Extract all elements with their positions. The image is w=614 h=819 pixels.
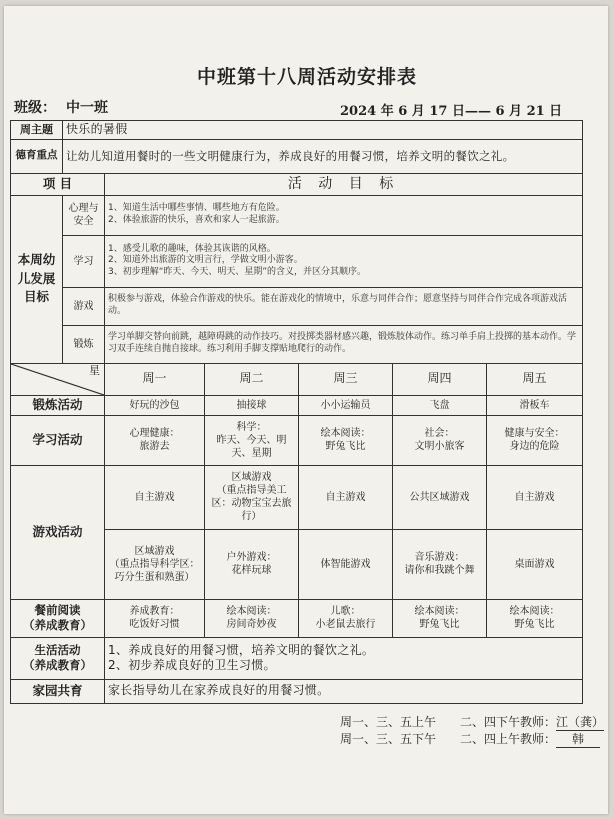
life-line: 2、初步养成良好的卫生习惯。 — [108, 658, 276, 673]
week-header-row — [11, 363, 583, 395]
schedule-cell: 音乐游戏： 请你和我跳个舞 — [393, 529, 487, 599]
schedule-cell: 户外游戏： 花样玩球 — [205, 529, 299, 599]
schedule-cell: 绘本阅读： 野兔飞比 — [487, 599, 583, 637]
schedule-cell: 自主游戏 — [105, 465, 205, 529]
dev-goals-label: 本周幼儿发展目标 — [11, 195, 63, 363]
schedule-cell: 小小运输员 — [299, 395, 393, 415]
exercise-row — [11, 395, 583, 415]
dev-area-label: 游戏 — [63, 287, 105, 325]
footer-line-2 — [340, 730, 600, 748]
reading-label: 餐前阅读 （养成教育） — [11, 599, 105, 637]
schedule-table — [10, 120, 583, 704]
goal-line: 2、体验旅游的快乐，喜欢和家人一起旅游。 — [108, 215, 285, 226]
moral-value: 让幼儿知道用餐时的一些文明健康行为，养成良好的用餐习惯，培养文明的餐饮之礼。 — [63, 139, 583, 173]
home-row — [11, 679, 583, 703]
goal-line: 积极参与游戏，体验合作游戏的快乐。能在游戏化的情境中，乐意与同伴合作；愿意坚持与同伴合作完成各项游戏活动。 — [108, 294, 568, 317]
life-label: 生活活动 （养成教育） — [11, 637, 105, 679]
moral-label: 德育重点 — [11, 139, 63, 173]
footer-schedule-2: 周一、三、五下午 二、四上午教师： — [340, 732, 557, 746]
life-row — [11, 637, 583, 679]
schedule-cell: 绘本阅读： 房间奇妙夜 — [205, 599, 299, 637]
schedule-cell: 心理健康： 旅游去 — [105, 415, 205, 465]
exercise-label: 锻炼活动 — [11, 395, 105, 415]
teacher-1: 江（龚） — [556, 715, 605, 729]
schedule-cell: 飞盘 — [393, 395, 487, 415]
corner-label: 星 — [89, 363, 100, 377]
schedule-cell: 桌面游戏 — [487, 529, 583, 599]
goal-header-row — [11, 173, 583, 195]
schedule-cell: 公共区域游戏 — [393, 465, 487, 529]
schedule-cell: 儿歌： 小老鼠去旅行 — [299, 599, 393, 637]
corner-cell — [11, 363, 105, 395]
dev-goal-lines — [105, 195, 583, 235]
day-header: 周二 — [205, 363, 299, 395]
schedule-cell: 绘本阅读： 野兔飞比 — [299, 415, 393, 465]
schedule-cell: 自主游戏 — [299, 465, 393, 529]
schedule-cell: 健康与安全： 身边的危险 — [487, 415, 583, 465]
study-row — [11, 415, 583, 465]
game-label: 游戏活动 — [11, 465, 105, 599]
day-header: 周一 — [105, 363, 205, 395]
dev-goal-row — [11, 195, 583, 235]
dev-goal-row — [11, 287, 583, 325]
day-header: 周四 — [393, 363, 487, 395]
home-value: 家长指导幼儿在家养成良好的用餐习惯。 — [105, 679, 583, 703]
day-header: 周三 — [299, 363, 393, 395]
moral-row — [11, 139, 583, 173]
footer-line-1 — [340, 713, 604, 731]
reading-row — [11, 599, 583, 637]
study-label: 学习活动 — [11, 415, 105, 465]
teacher-2: 韩 — [556, 730, 600, 748]
schedule-cell: 区域游戏 （重点指导美工区：动物宝宝去旅行） — [205, 465, 299, 529]
dev-goal-row — [11, 235, 583, 287]
goal-line: 3、初步理解“昨天、今天、明天、星期”的含义，并区分其顺序。 — [108, 266, 367, 277]
class-label: 班级： — [14, 100, 56, 116]
class-name: 中一班 — [66, 100, 108, 116]
schedule-cell: 滑板车 — [487, 395, 583, 415]
goal-line: 1、感受儿歌的趣味，体验其诙谐的风格。 — [108, 243, 276, 254]
dev-goal-lines — [105, 325, 583, 363]
goal-line: 1、知道生活中哪些事情、哪些地方有危险。 — [108, 203, 285, 214]
schedule-cell: 养成教育： 吃饭好习惯 — [105, 599, 205, 637]
schedule-cell: 区域游戏 （重点指导科学区：巧分生蛋和熟蛋） — [105, 529, 205, 599]
goal-header: 活 动 目 标 — [105, 173, 583, 195]
day-header: 周五 — [487, 363, 583, 395]
life-lines — [105, 637, 583, 679]
page-title: 中班第十八周活动安排表 — [196, 66, 417, 88]
schedule-cell: 自主游戏 — [487, 465, 583, 529]
item-header: 项 目 — [11, 173, 105, 195]
theme-row — [11, 121, 583, 140]
theme-label: 周主题 — [11, 121, 63, 140]
schedule-cell: 科学： 昨天、今天、明天、星期 — [205, 415, 299, 465]
dev-area-label: 学习 — [63, 235, 105, 287]
goal-line: 2、知道外出旅游的文明言行，学做文明小游客。 — [108, 255, 303, 266]
date-range: 2024 年 6 月 17 日—— 6 月 21 日 — [340, 104, 563, 119]
goal-line: 学习单脚交替向前跳，越障碍跳的动作技巧。对投掷类器材感兴趣，锻炼肢体动作。练习单手肩上投掷的基本动作。学习双手连续自抛自接球。练习利用手脚支撑贴地爬行的动作。 — [108, 332, 577, 355]
dev-goal-lines — [105, 287, 583, 325]
class-info — [14, 97, 108, 117]
footer-schedule-1: 周一、三、五上午 二、四下午教师： — [340, 715, 557, 729]
dev-goal-row — [11, 325, 583, 363]
life-line: 1、养成良好的用餐习惯，培养文明的餐饮之礼。 — [108, 642, 375, 657]
game-row-1 — [11, 465, 583, 529]
dev-goal-lines — [105, 235, 583, 287]
schedule-cell: 好玩的沙包 — [105, 395, 205, 415]
schedule-cell: 绘本阅读： 野兔飞比 — [393, 599, 487, 637]
dev-area-label: 锻炼 — [63, 325, 105, 363]
theme-value: 快乐的暑假 — [63, 121, 583, 140]
schedule-cell: 社会： 文明小旅客 — [393, 415, 487, 465]
schedule-cell: 体智能游戏 — [299, 529, 393, 599]
home-label: 家园共育 — [11, 679, 105, 703]
schedule-cell: 抽接球 — [205, 395, 299, 415]
dev-area-label: 心理与安全 — [63, 195, 105, 235]
